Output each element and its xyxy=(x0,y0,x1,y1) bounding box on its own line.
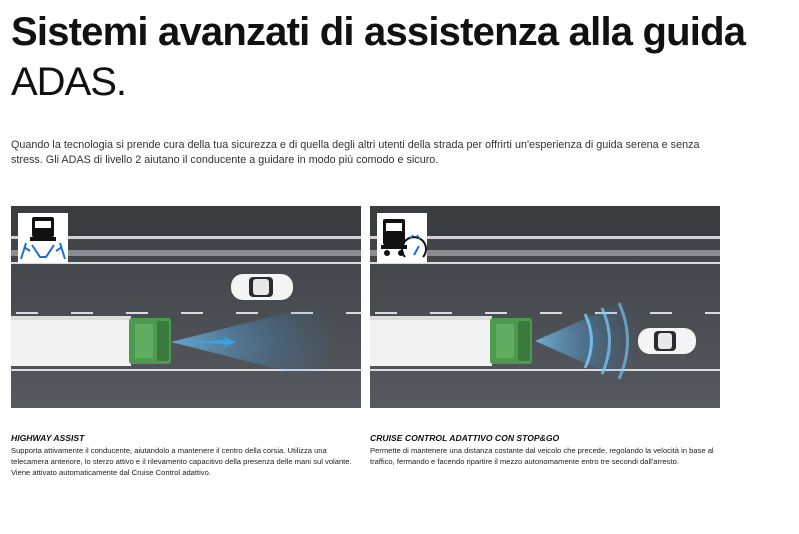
cruise-control-text: Permette di mantenere una distanza costante dal veicolo che precede, regolando la velocità in base al traffico, fermando e facendo ripartire il mezzo autonomamente entro tre secondi dall'arresto. xyxy=(370,446,714,466)
page-subtitle: ADAS. xyxy=(11,60,127,104)
highway-assist-text: Supporta attivamente il conducente, aiutandolo a mantenere il centro della corsia. Utilizza una telecamera anteriore, lo sterzo attivo e il rilevamento capacitivo della presenza delle mani sul volante. Viene attivato automaticamente dal Cruise Control adattivo. xyxy=(11,446,352,477)
cruise-control-caption xyxy=(370,433,720,467)
truck-lane-icon xyxy=(18,213,68,263)
cruise-control-image xyxy=(370,206,720,408)
highway-assist-image xyxy=(11,206,361,408)
page-title: Sistemi avanzati di assistenza alla guida xyxy=(11,10,746,54)
intro-paragraph: Quando la tecnologia si prende cura della tua sicurezza e di quella degli altri utenti della strada per offrirti un'esperienza di guida serena e senza stress. Gli ADAS di livello 2 aiutano il conducente a guidare in modo più comodo e sicuro. xyxy=(11,139,700,166)
highway-assist-title: HIGHWAY ASSIST xyxy=(11,433,85,443)
truck-speedometer-icon xyxy=(377,213,427,263)
cruise-control-title: CRUISE CONTROL ADATTIVO CON STOP&GO xyxy=(370,433,560,443)
highway-assist-caption xyxy=(11,433,361,478)
